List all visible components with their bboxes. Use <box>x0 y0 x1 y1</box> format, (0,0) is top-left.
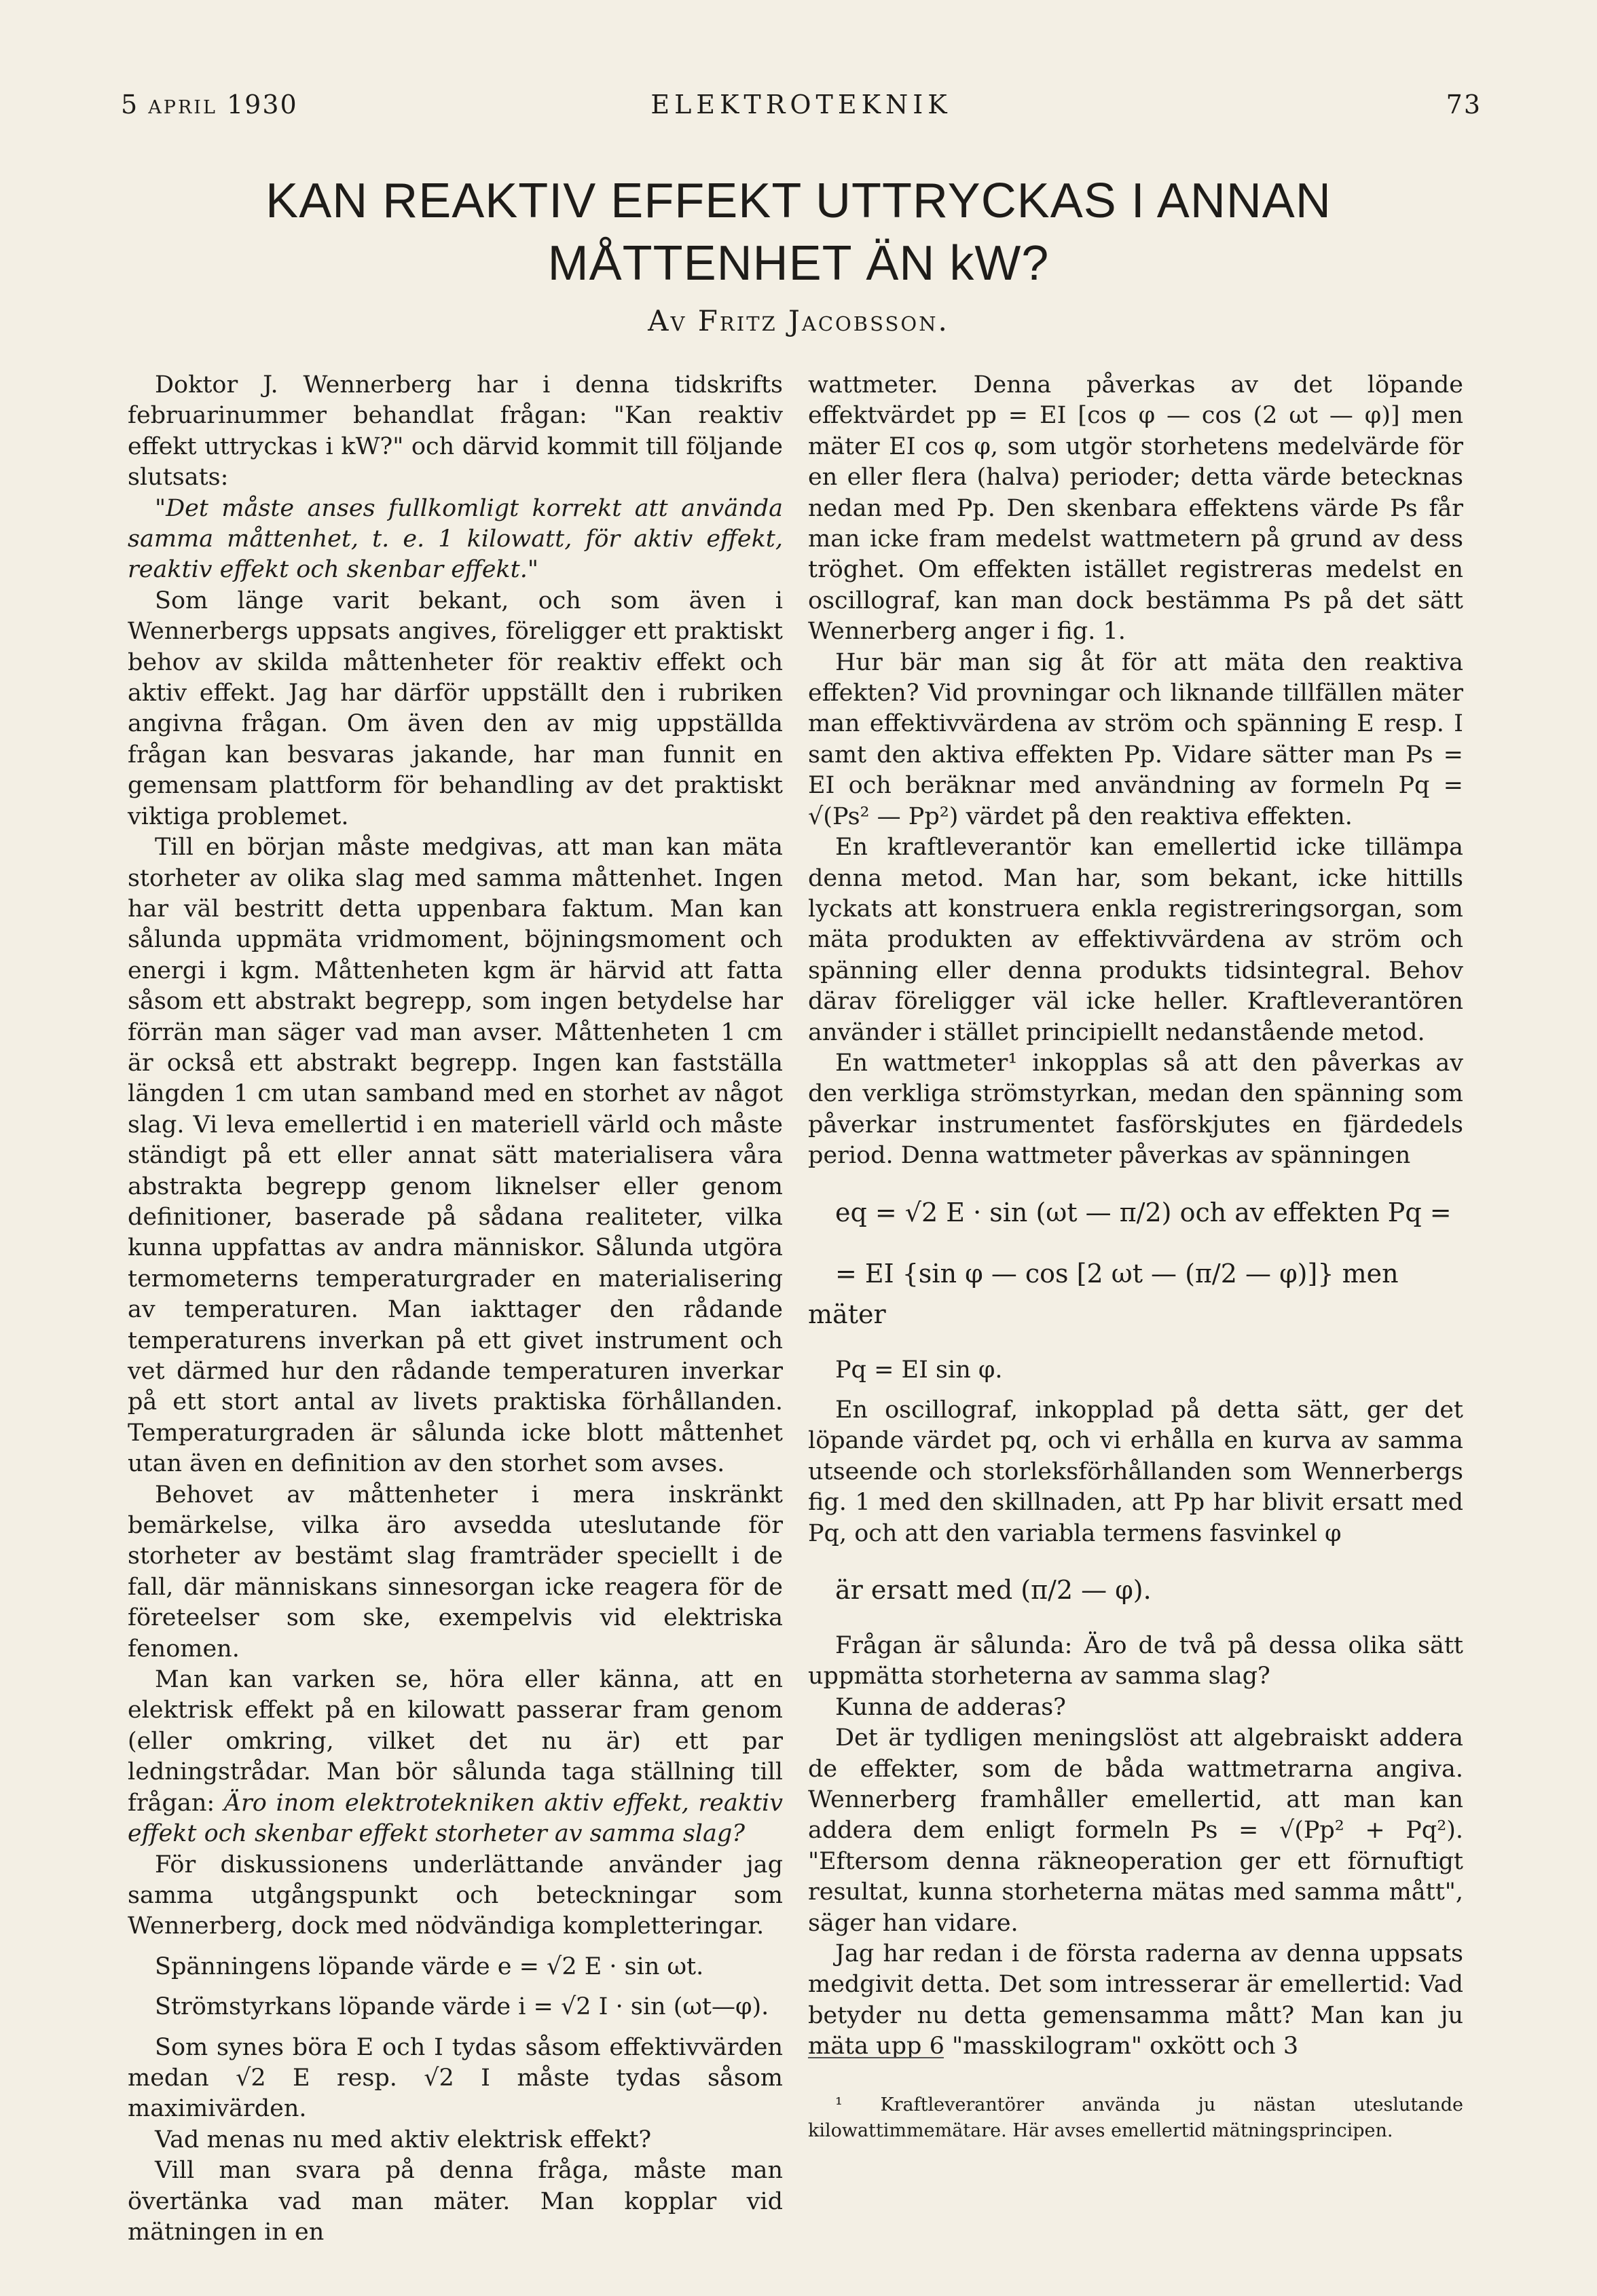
left-quote: "Det måste anses fullkomligt korrekt att använda samma måttenhet, t. e. 1 kilowatt, för aktiv effekt, reaktiv effekt och skenbar effekt." <box>128 494 783 584</box>
right-paragraph-3: En kraftleverantör kan emellertid icke tillämpa denna metod. Man har, som bekant, icke hittills lyckats att konstruera enkla registreringsorgan, som mäta produkten av effektivvärdena av ström och spänning eller denna produkts tidsintegral. Behov därav föreligger väl icke heller. Kraftleverantören använder i stället principiellt nedanstående metod. <box>808 834 1463 1046</box>
running-header <box>121 90 1482 130</box>
left-paragraph-5: Behovet av måttenheter i mera inskränkt bemärkelse, vilka äro avsedda uteslutande för storheter av bestämt slag framträder speciellt i de fall, där människans sinnesorgan icke reagera för de företeelser som ske, exempelvis vid elektriska fenomen. <box>128 1481 783 1663</box>
right-paragraph-9: Jag har redan i de första raderna av denna uppsats medgivit detta. Det som intresserar är emellertid: Vad betyder nu detta gemensamma mått? Man kan ju mäta upp 6 "masskilogram" oxkött och 3 <box>808 1940 1463 2060</box>
footnote: ¹ Kraftleverantörer använda ju nästan uteslutande kilowattimmemätare. Här avses emellertid mätningsprincipen. <box>808 2094 1463 2141</box>
reactive-power-formula: = EI {sin φ — cos [2 ωt — (π/2 — φ)]} men mäter <box>808 1258 1399 1329</box>
right-paragraph-2: Hur bär man sig åt för att mäta den reaktiva effekten? Vid provningar och liknande tillfällen mäter man effektivvärdena av ström och spänning E resp. I samt den aktiva effekten Pp. Vidare sätter man Ps = EI och beräknar med användning av formeln Pq = √(Ps² — Pp²) värdet på den reaktiva effekten. <box>808 648 1463 830</box>
left-paragraph-3: Som länge varit bekant, och som även i Wennerbergs uppsats angives, föreligger ett praktiskt behov av skilda måttenheter för reaktiv effekt och aktiv effekt. Jag har därför uppställt den i rubriken angivna frågan. Om även den av mig uppställda frågan kan besvaras jakande, har man funnit en gemensam plattform för behandling av det praktiskt viktiga problemet. <box>128 587 783 830</box>
left-paragraph-6-text: Man kan varken se, höra eller känna, att en elektrisk effekt på en kilowatt passerar fram genom (eller omkring, vilket det nu är) ett par ledningstrådar. Man bör sålunda taga ställning till frågan: <box>128 1666 783 1817</box>
left-paragraph-4: Till en början måste medgivas, att man kan mäta storheter av olika slag med samma måttenhet. Ingen har väl bestritt detta uppenbara faktum. Man kan sålunda uppmäta vridmoment, böjningsmoment och energi i kgm. Måttenheten kgm är härvid att fatta såsom ett abstrakt begrepp, som ingen betydelse har förrän man säger vad man avser. Måttenheten 1 cm är också ett abstrakt begrepp. Ingen kan fastställa längden 1 cm utan samband med en storhet av något slag. Vi leva emellertid i en materiell värld och måste ständigt på ett eller annat sätt materialisera våra abstrakta begrepp genom liknelser eller genom definitioner, baserade på sådana realiteter, vilka kunna uppfattas av andra människor. Sålunda utgöra termometerns temperaturgrader en materialisering av temperaturen. Man iakttager den rådande temperaturens inverkan på ett givet instrument och vet därmed hur den rådande temperaturen inverkar på ett stort antal av livets praktiska förhållanden. Temperaturgraden är sålunda icke blott måttenhet utan även en definition av den storhet som avses. <box>128 834 783 1478</box>
header-day: 5 <box>121 90 139 119</box>
current-formula: Strömstyrkans löpande värde i = √2 I · sin (ωt—φ). <box>155 1993 769 2021</box>
right-paragraph-1: wattmeter. Denna påverkas av det löpande effektvärdet pp = EI [cos φ — cos (2 ωt — φ)] men mäter EI cos φ, som utgör storhetens medelvärde för en eller flera (halva) perioder; detta värde betecknas nedan med Pp. Den skenbara effektens värde Ps får man icke fram medelst wattmetern på grund av dess tröghet. Om effekten istället registreras medelst en oscillograf, kan man dock bestämma Ps på det sätt Wennerberg anger i fig. 1. <box>808 371 1463 646</box>
left-paragraph-6 <box>128 1665 783 1849</box>
header-month: april <box>148 90 217 119</box>
left-paragraph-1: Doktor J. Wennerberg har i denna tidskrifts februarinummer behandlat frågan: "Kan reaktiv effekt uttryckas i kW?" och därvid kommit till följande slutsats: <box>128 371 783 492</box>
header-year: 1930 <box>226 90 298 119</box>
voltage-formula: Spänningens löpande värde e = √2 E · sin ωt. <box>155 1952 704 1980</box>
footnote-divider <box>808 2057 944 2058</box>
right-paragraph-8: Det är tydligen meningslöst att algebraiskt addera de effekter, som de båda wattmetrarna angiva. Wennerberg framhåller emellertid, att man kan addera dem enligt formeln Ps = √(Pp² + Pq²). "Eftersom denna räkneoperation ger ett förnuftigt resultat, kunna storheterna mätas med samma mått", säger han vidare. <box>808 1724 1463 1937</box>
right-column <box>808 370 1463 2062</box>
article-title <box>109 170 1488 295</box>
right-paragraph-6: Frågan är sålunda: Äro de två på dessa olika sätt uppmätta storheterna av samma slag? <box>808 1632 1463 1690</box>
left-paragraph-8: Som synes böra E och I tydas såsom effektivvärden medan √2 E resp. √2 I måste tydas såsom maximivärden. <box>128 2033 783 2123</box>
left-paragraph-6-question: Äro inom elektrotekniken aktiv effekt, reaktiv effekt och skenbar effekt storheter av samma slag? <box>128 1789 783 1848</box>
header-page-number: 73 <box>1446 90 1482 119</box>
article-title-line-1: KAN REAKTIV EFFEKT UTTRYCKAS I ANNAN <box>265 174 1332 228</box>
left-column <box>128 370 783 2248</box>
left-paragraph-7: För diskussionens underlättande använder jag samma utgångspunkt och beteckningar som Wennerberg, dock med nödvändiga kompletteringar. <box>128 1851 783 1940</box>
article-title-line-2: MÅTTENHET ÄN kW? <box>547 236 1050 291</box>
header-journal: ELEKTROTEKNIK <box>650 90 952 119</box>
left-paragraph-9: Vad menas nu med aktiv elektrisk effekt? <box>155 2126 652 2153</box>
reactive-voltage-formula: eq = √2 E · sin (ωt — π/2) och av effekten Pq = <box>835 1197 1452 1227</box>
right-paragraph-4: En wattmeter¹ inkopplas så att den påverkas av den verkliga strömstyrkan, medan den spänning som påverkar instrumentet fasförskjutes en fjärdedels period. Denna wattmeter påverkas av spänningen <box>808 1049 1463 1170</box>
reactive-power-result: Pq = EI sin φ. <box>835 1356 1003 1384</box>
article-byline: Av Fritz Jacobsson. <box>648 304 949 337</box>
right-paragraph-7: Kunna de adderas? <box>835 1693 1066 1721</box>
phase-angle-formula: är ersatt med (π/2 — φ). <box>835 1575 1152 1605</box>
left-paragraph-10: Vill man svara på denna fråga, måste man övertänka vad man mäter. Man kopplar vid mätningen in en <box>128 2157 783 2246</box>
right-paragraph-5: En oscillograf, inkopplad på detta sätt, ger det löpande värdet pq, och vi erhålla en kurva av samma utseende och storleksförhållanden som Wennerbergs fig. 1 med den skillnaden, att Pp har blivit ersatt med Pq, och att den variabla termens fasvinkel φ <box>808 1396 1463 1547</box>
